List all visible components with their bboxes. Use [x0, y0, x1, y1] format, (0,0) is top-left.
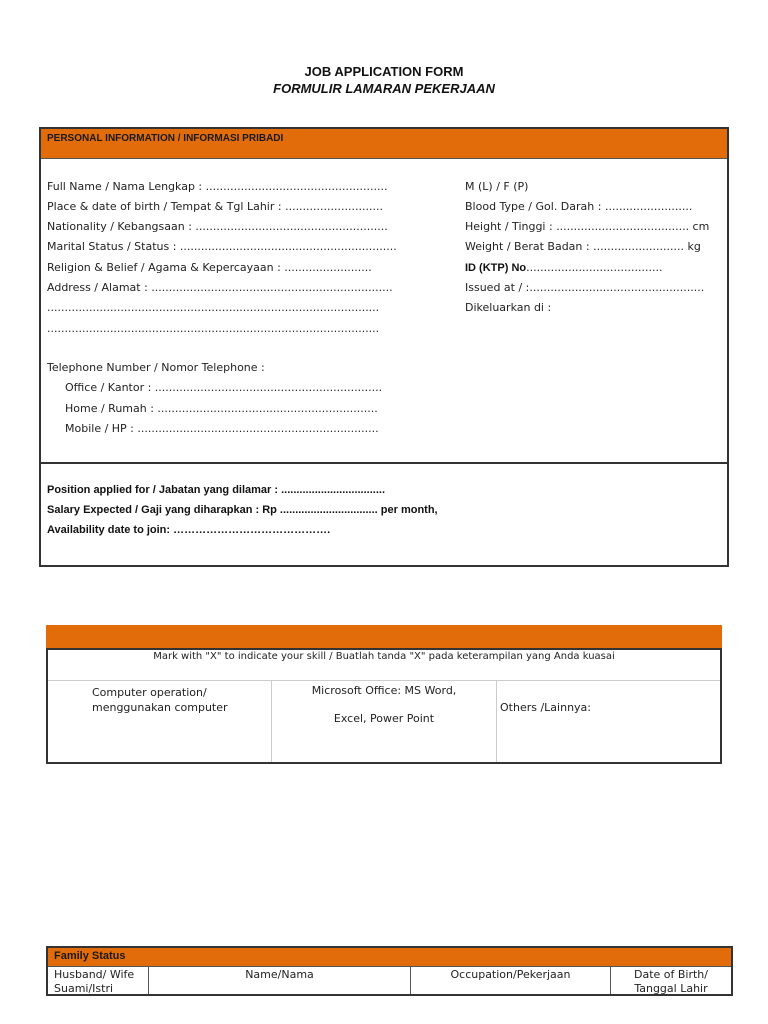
skill-computer-label-2: menggunakan computer: [92, 701, 228, 714]
divider: [41, 158, 727, 159]
issued-by-field[interactable]: Dikeluarkan di :: [465, 301, 552, 314]
skill-office-label: Microsoft Office: MS Word,: [311, 684, 457, 697]
id-ktp-dots: .......................................: [526, 261, 663, 274]
full-name-field[interactable]: Full Name / Nama Lengkap : ....................................................: [47, 180, 388, 193]
family-col-name: Name/Nama: [245, 968, 314, 981]
marital-status-field[interactable]: Marital Status / Status : ..............................................................: [47, 240, 397, 253]
blood-type-field[interactable]: Blood Type / Gol. Darah : .........................: [465, 200, 693, 213]
personal-info-title: PERSONAL INFORMATION / INFORMASI PRIBADI: [47, 133, 284, 144]
mobile-phone-field[interactable]: Mobile / HP : .....................................................................: [65, 422, 379, 435]
issued-at-field[interactable]: Issued at / :..................................................: [465, 281, 705, 294]
personal-info-box: [39, 127, 729, 567]
id-ktp-label: ID (KTP) No: [465, 262, 527, 274]
office-phone-field[interactable]: Office / Kantor : .................................................................: [65, 381, 383, 394]
birth-place-date-field[interactable]: Place & date of birth / Tempat & Tgl Lahir : ............................: [47, 200, 383, 213]
skills-header: [46, 625, 722, 648]
divider: [48, 966, 731, 967]
home-phone-field[interactable]: Home / Rumah : ...............................................................: [65, 402, 378, 415]
personal-info-header: [41, 129, 727, 158]
skill-others-label: Others /Lainnya:: [500, 701, 591, 714]
skill-office-label-2: Excel, Power Point: [333, 712, 435, 725]
height-field[interactable]: Height / Tinggi : ...................................... cm: [465, 220, 710, 233]
form-subtitle: FORMULIR LAMARAN PEKERJAAN: [273, 81, 495, 96]
religion-field[interactable]: Religion & Belief / Agama & Kepercayaan : .........................: [47, 261, 372, 274]
form-title: JOB APPLICATION FORM: [304, 64, 464, 79]
skill-computer-label: Computer operation/: [92, 686, 207, 699]
id-ktp-field[interactable]: [465, 261, 662, 274]
gender-field[interactable]: M (L) / F (P): [465, 180, 529, 193]
family-col-relation-2: Suami/Istri: [54, 982, 114, 995]
divider: [41, 462, 727, 464]
salary-expected-field[interactable]: Salary Expected / Gaji yang diharapkan : Rp ................................ per month,: [47, 504, 438, 516]
divider: [496, 681, 497, 762]
telephone-label: Telephone Number / Nomor Telephone :: [47, 361, 265, 374]
availability-date-field[interactable]: Availability date to join: …………………………………….: [47, 524, 331, 536]
family-col-dob: Date of Birth/: [633, 968, 708, 981]
skills-instruction: Mark with "X" to indicate your skill / Buatlah tanda "X" pada keterampilan yang Anda kuasai: [153, 651, 615, 662]
family-status-header: [48, 948, 731, 966]
position-applied-field[interactable]: Position applied for / Jabatan yang dilamar : ..................................: [47, 484, 386, 496]
nationality-field[interactable]: Nationality / Kebangsaan : .......................................................: [47, 220, 388, 233]
family-col-occupation: Occupation/Pekerjaan: [450, 968, 571, 981]
family-col-relation: Husband/ Wife: [54, 968, 135, 981]
address-field[interactable]: Address / Alamat : .....................................................................: [47, 281, 393, 294]
family-col-dob-2: Tanggal Lahir: [634, 982, 708, 995]
address-line-3[interactable]: ...............................................................................................: [47, 322, 380, 335]
weight-field[interactable]: Weight / Berat Badan : .......................... kg: [465, 240, 701, 253]
divider: [48, 680, 720, 681]
family-status-title: Family Status: [54, 950, 126, 962]
address-line-2[interactable]: ...............................................................................................: [47, 301, 380, 314]
